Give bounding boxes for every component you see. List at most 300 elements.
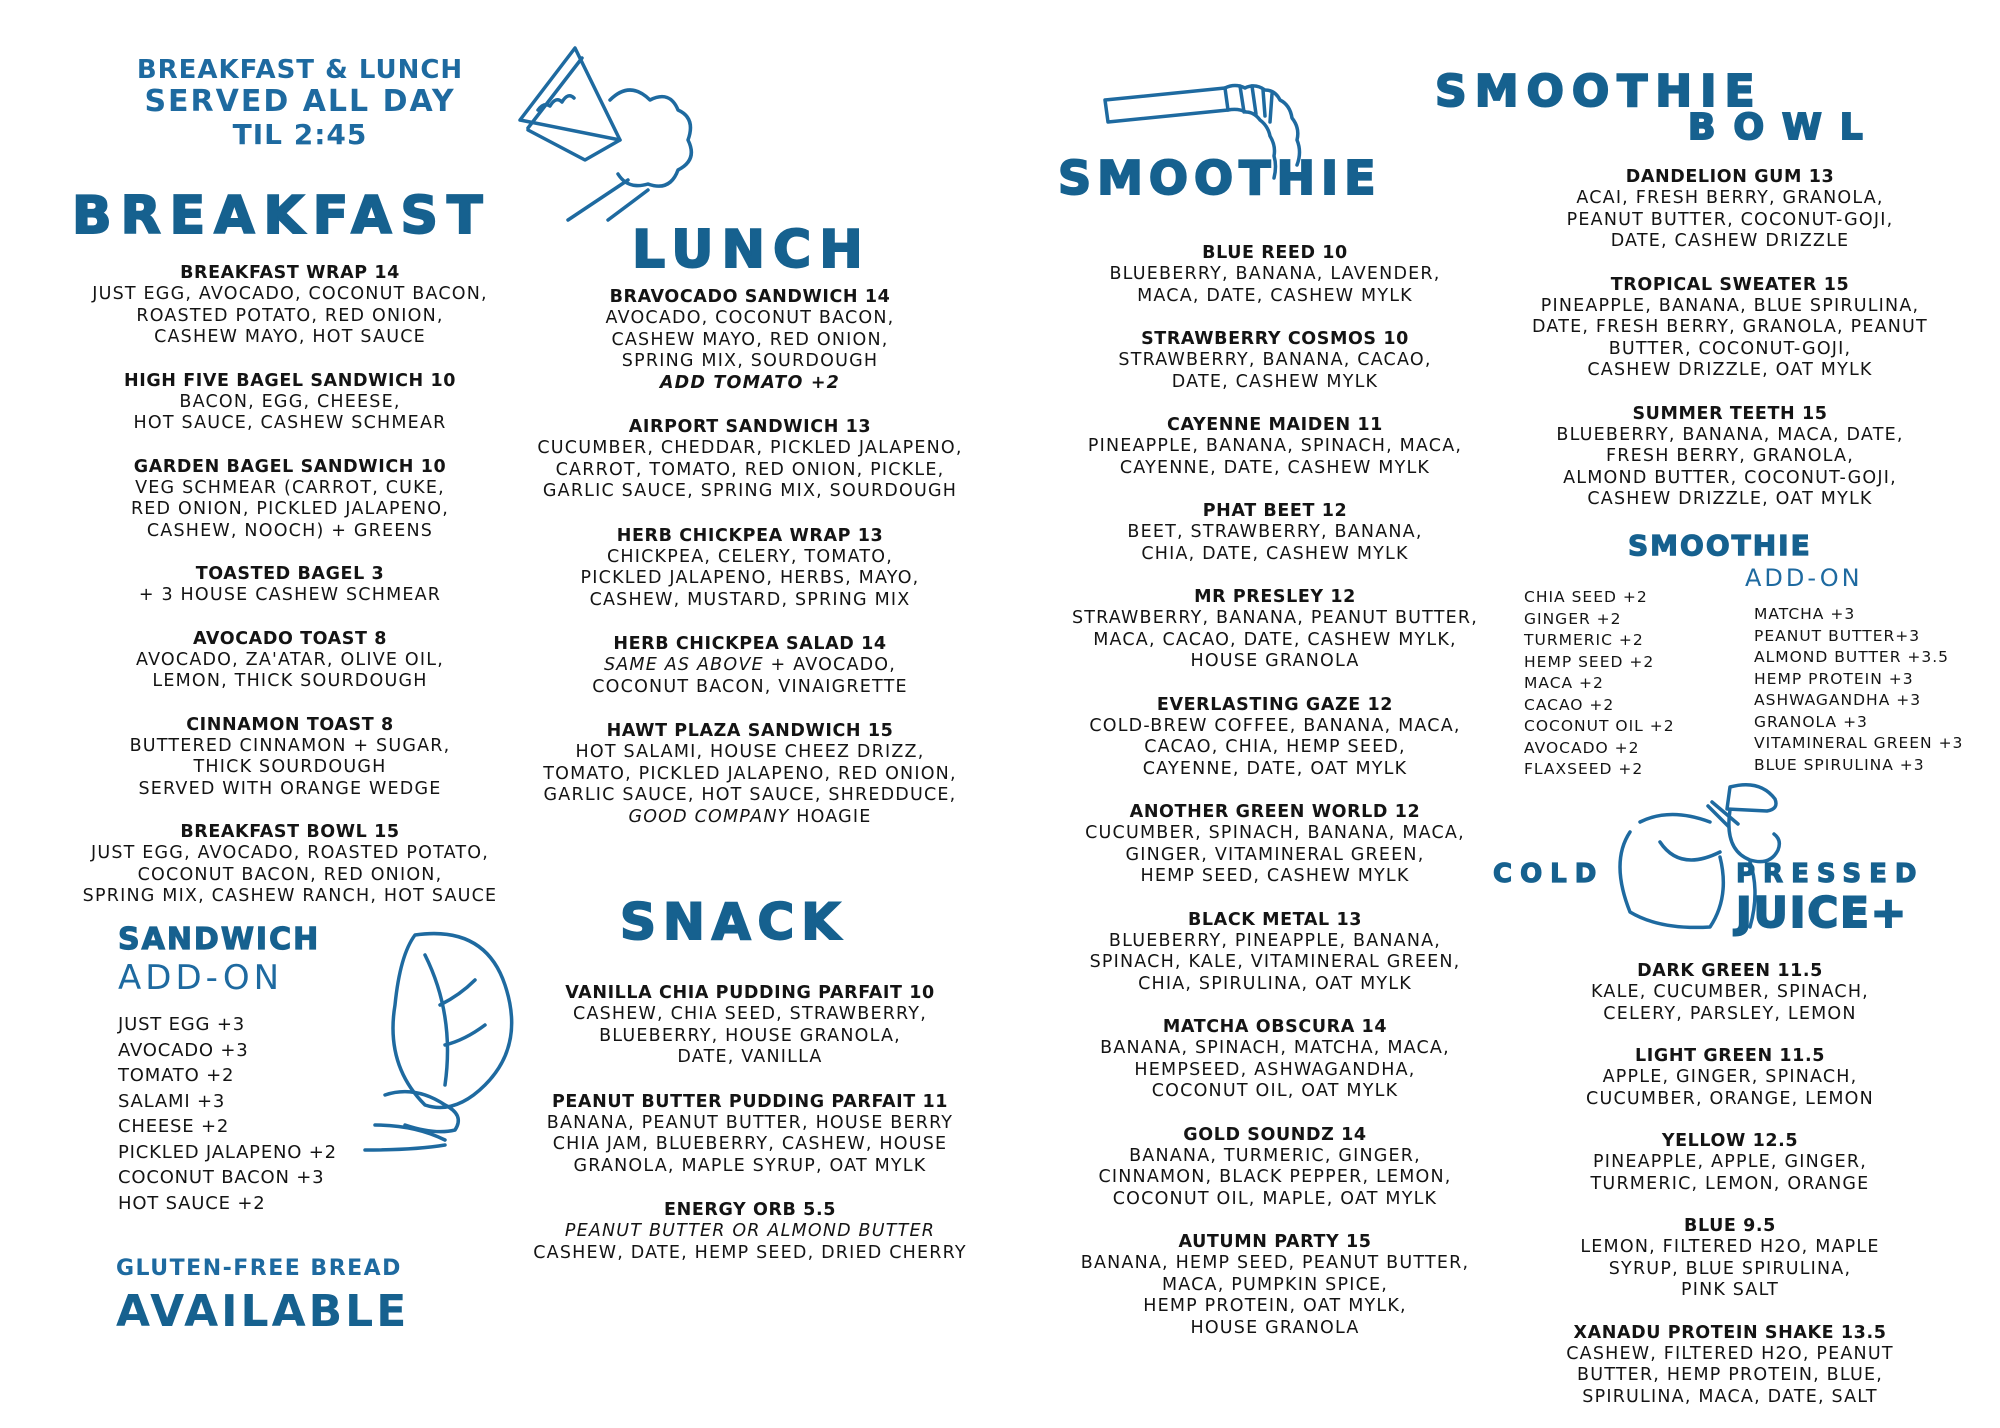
menu-item-desc-text: COCONUT OIL, OAT MYLK: [1151, 1081, 1399, 1101]
menu-item-desc: [1045, 716, 1505, 738]
smoothie-bowl-heading: SMOOTHIE: [1435, 66, 1763, 117]
menu-item-desc-text: LEMON, THICK SOURDOUGH: [152, 671, 428, 691]
menu-item-desc-text: CUCUMBER, CHEDDAR, PICKLED JALAPENO,: [537, 438, 963, 458]
smoothie-addon-list-right: [1754, 604, 1963, 776]
menu-item-desc: [50, 650, 530, 672]
menu-item-desc-text: COCONUT BACON, RED ONION,: [137, 864, 443, 885]
menu-item-desc: [50, 779, 530, 801]
menu-item-desc: [50, 865, 530, 887]
addon-item: PICKLED JALAPENO +2: [118, 1141, 337, 1163]
menu-item-desc: [510, 568, 990, 590]
menu-item-desc-text: ROASTED POTATO, RED ONION,: [136, 305, 444, 326]
menu-item: [1500, 166, 1960, 253]
menu-item-desc-text: COLD-BREW COFFEE, BANANA, MACA,: [1089, 715, 1461, 736]
menu-item-desc-text: AVOCADO, ZA'ATAR, OLIVE OIL,: [136, 649, 444, 670]
menu-item: [1045, 242, 1505, 307]
menu-item-desc: [1500, 1152, 1960, 1174]
juice-items: [1500, 960, 1960, 1408]
banner-line-1: BREAKFAST & LUNCH: [136, 55, 464, 85]
menu-item: [50, 262, 530, 349]
menu-item-name: DARK GREEN 11.5: [1637, 961, 1823, 981]
menu-item-desc-text: APPLE, GINGER, SPINACH,: [1602, 1067, 1858, 1087]
menu-item: [510, 982, 990, 1069]
snack-items: [510, 982, 990, 1264]
menu-item-desc-text: CASHEW, CHIA SEED, STRAWBERRY,: [573, 1004, 927, 1024]
menu-item-desc: [1500, 1237, 1960, 1259]
addon-item: MATCHA +3: [1754, 605, 1856, 623]
menu-item-desc-text: BUTTER, HEMP PROTEIN, BLUE,: [1577, 1365, 1883, 1385]
menu-item-desc-text: STRAWBERRY, BANANA, CACAO,: [1118, 350, 1432, 370]
sandwich-addon-list: [118, 1012, 337, 1216]
menu-item-name: CAYENNE MAIDEN 11: [1167, 415, 1383, 435]
menu-item-desc-text: CASHEW MAYO, RED ONION,: [611, 329, 889, 350]
lettuce-hand-illustration: [345, 925, 535, 1160]
menu-item-option: [510, 1221, 990, 1243]
menu-item: [1045, 328, 1505, 393]
menu-item-desc-italic: SAME AS ABOVE: [603, 655, 764, 675]
menu-item-extra: [510, 373, 990, 395]
menu-item-desc: [1500, 1089, 1960, 1111]
menu-item-desc-text: HOT SALAMI, HOUSE CHEEZ DRIZZ,: [575, 742, 925, 762]
menu-item: [1045, 1016, 1505, 1103]
menu-item: [1045, 909, 1505, 996]
menu-item-desc: [1045, 845, 1505, 867]
menu-item-desc-text: BANANA, SPINACH, MATCHA, MACA,: [1100, 1038, 1450, 1058]
menu-item-desc-text: COCONUT BACON, VINAIGRETTE: [592, 676, 908, 697]
menu-item-desc: [510, 330, 990, 352]
juice-heading: JUICE+: [1736, 888, 1909, 937]
menu-item-name: EVERLASTING GAZE 12: [1156, 694, 1394, 715]
juice-column: [1500, 960, 1960, 1428]
menu-item-name: BREAKFAST BOWL 15: [180, 822, 400, 842]
addon-item: CHIA SEED +2: [1524, 588, 1648, 606]
breakfast-items: [50, 262, 530, 908]
menu-item: [50, 714, 530, 801]
menu-item: [1500, 1215, 1960, 1302]
breakfast-heading: BREAKFAST: [72, 186, 492, 246]
menu-item-desc: [50, 886, 530, 908]
addon-item: VITAMINERAL GREEN +3: [1754, 734, 1964, 752]
addon-item: GRANOLA +3: [1754, 712, 1868, 731]
menu-item-desc-text: CASHEW, FILTERED H2O, PEANUT: [1566, 1343, 1894, 1364]
menu-item-desc-text: FRESH BERRY, GRANOLA,: [1606, 446, 1854, 466]
menu-item-name: STRAWBERRY COSMOS 10: [1141, 329, 1409, 349]
menu-item-desc: [50, 757, 530, 779]
menu-item-desc: [1045, 952, 1505, 974]
addon-item: COCONUT BACON +3: [118, 1167, 325, 1188]
menu-item-desc: [1500, 425, 1960, 447]
gluten-free-line2: AVAILABLE: [116, 1286, 410, 1337]
menu-item-desc: [510, 1004, 990, 1026]
menu-item-desc-text: HEMP SEED, CASHEW MYLK: [1140, 866, 1410, 886]
addon-item: FLAXSEED +2: [1524, 760, 1644, 778]
menu-item-desc: [1045, 1167, 1505, 1189]
menu-item-desc: [50, 843, 530, 865]
snack-column: [510, 982, 990, 1286]
menu-item-option-text: PEANUT BUTTER OR ALMOND BUTTER: [564, 1221, 936, 1241]
menu-item-desc: [510, 655, 990, 677]
menu-item-desc-text: CHICKPEA, CELERY, TOMATO,: [606, 546, 894, 567]
menu-item-desc: [1045, 458, 1505, 480]
menu-item-name: BLACK METAL 13: [1187, 909, 1363, 930]
menu-item: [1045, 694, 1505, 781]
menu-item-desc: [510, 1047, 990, 1069]
menu-item-name: BLUE 9.5: [1684, 1216, 1776, 1236]
menu-item: [1045, 1124, 1505, 1211]
menu-item-desc: [1500, 317, 1960, 339]
menu-item-desc: [1500, 360, 1960, 382]
menu-item-desc-text: CAYENNE, DATE, OAT MYLK: [1142, 758, 1408, 779]
menu-item-desc-text: STRAWBERRY, BANANA, PEANUT BUTTER,: [1071, 608, 1479, 628]
menu-item-desc: [1500, 982, 1960, 1004]
menu-item-desc-text: CASHEW MAYO, HOT SAUCE: [154, 327, 426, 347]
menu-item-desc-text: HEMPSEED, ASHWAGANDHA,: [1134, 1059, 1416, 1080]
menu-item-desc-text: RED ONION, PICKLED JALAPENO,: [130, 499, 450, 519]
menu-item-name: BRAVOCADO SANDWICH 14: [609, 287, 891, 307]
menu-item-desc: [1045, 651, 1505, 673]
menu-item-desc-text: CASHEW DRIZZLE, OAT MYLK: [1587, 360, 1873, 380]
menu-item-name: CINNAMON TOAST 8: [186, 714, 394, 735]
cold-heading: COLD: [1493, 859, 1605, 889]
addon-item: GINGER +2: [1524, 609, 1622, 628]
menu-item-desc: [1045, 759, 1505, 781]
menu-item-desc: [1045, 286, 1505, 308]
sandwich-addon-subheading: ADD-ON: [118, 958, 284, 998]
addon-item: BLUE SPIRULINA +3: [1754, 755, 1925, 774]
menu-item-desc: [1045, 350, 1505, 372]
menu-item-desc: [1045, 1081, 1505, 1103]
menu-item-desc: [1500, 188, 1960, 210]
menu-item-desc-text: PICKLED JALAPENO, HERBS, MAYO,: [580, 568, 920, 588]
menu-item-name: VANILLA CHIA PUDDING PARFAIT 10: [565, 983, 935, 1003]
addon-item: CHEESE +2: [118, 1116, 230, 1137]
menu-item-name: BREAKFAST WRAP 14: [180, 263, 400, 283]
menu-item-desc-text: PINEAPPLE, BANANA, SPINACH, MACA,: [1087, 436, 1463, 456]
menu-item-desc-text: BLUEBERRY, PINEAPPLE, BANANA,: [1108, 930, 1442, 951]
addon-item: TOMATO +2: [118, 1065, 235, 1086]
menu-item-desc-text: LEMON, FILTERED H2O, MAPLE: [1580, 1237, 1880, 1257]
menu-item-desc-text: BLUEBERRY, BANANA, LAVENDER,: [1109, 264, 1441, 284]
menu-item-desc: [1045, 1275, 1505, 1297]
menu-item-desc: [1500, 339, 1960, 361]
menu-item-desc-text: CARROT, TOMATO, RED ONION, PICKLE,: [555, 459, 945, 480]
menu-item-desc: [510, 1134, 990, 1156]
menu-item-name: HIGH FIVE BAGEL SANDWICH 10: [123, 370, 457, 391]
menu-item: [1045, 500, 1505, 565]
menu-item-desc-text: BUTTERED CINNAMON + SUGAR,: [129, 735, 451, 756]
smoothie-column: [1045, 242, 1505, 1360]
menu-item-desc: [50, 327, 530, 349]
menu-item-desc-text: BANANA, TURMERIC, GINGER,: [1129, 1145, 1421, 1166]
menu-item-desc: [510, 1156, 990, 1178]
lunch-items: [510, 286, 990, 828]
menu-item-desc-text: BLUEBERRY, BANANA, MACA, DATE,: [1556, 424, 1904, 445]
menu-item-desc: [50, 736, 530, 758]
menu-item-desc: [510, 677, 990, 699]
menu-item: [510, 1199, 990, 1264]
menu-item: [50, 821, 530, 908]
menu-item-desc-text: PINK SALT: [1680, 1280, 1780, 1300]
menu-item-desc: [1045, 372, 1505, 394]
menu-item-name: AIRPORT SANDWICH 13: [628, 417, 872, 437]
menu-item-desc: [510, 590, 990, 612]
menu-item: [510, 720, 990, 828]
menu-item-desc: [510, 1243, 990, 1265]
menu-item-desc: [510, 742, 990, 764]
menu-item-desc: [1045, 1296, 1505, 1318]
menu-item-desc: [1045, 737, 1505, 759]
menu-item-desc: [1045, 1060, 1505, 1082]
menu-item-desc: [1500, 1004, 1960, 1026]
menu-item-desc: [50, 392, 530, 414]
menu-item: [1045, 586, 1505, 673]
menu-item-name: XANADU PROTEIN SHAKE 13.5: [1573, 1322, 1887, 1343]
menu-item-desc-text: CASHEW, NOOCH) + GREENS: [146, 520, 434, 541]
menu-item-desc: [1500, 1387, 1960, 1409]
menu-item-name: BLUE REED 10: [1202, 243, 1348, 263]
menu-item-desc-text: CACAO, CHIA, HEMP SEED,: [1144, 737, 1406, 757]
menu-item-desc-text: HOT SAUCE, CASHEW SCHMEAR: [133, 413, 447, 433]
menu-item: [1500, 1045, 1960, 1110]
menu-item-name: HERB CHICKPEA WRAP 13: [616, 525, 884, 546]
addon-item: PEANUT BUTTER+3: [1754, 626, 1921, 645]
menu-item-desc-text: KALE, CUCUMBER, SPINACH,: [1591, 982, 1869, 1002]
menu-item-desc-text: BANANA, HEMP SEED, PEANUT BUTTER,: [1080, 1253, 1470, 1273]
menu-item-desc: [1500, 1259, 1960, 1281]
menu-item-name: TROPICAL SWEATER 15: [1610, 274, 1850, 295]
menu-item-name: PHAT BEET 12: [1202, 501, 1348, 521]
menu-item-desc: [1500, 446, 1960, 468]
addon-item: ASHWAGANDHA +3: [1754, 691, 1922, 709]
addon-item: TURMERIC +2: [1524, 631, 1644, 649]
menu-item-desc-text: TOMATO, PICKLED JALAPENO, RED ONION,: [543, 763, 957, 784]
sandwich-addon-heading: SANDWICH: [118, 922, 321, 957]
snack-heading: SNACK: [620, 893, 847, 951]
menu-item-desc: [1500, 489, 1960, 511]
menu-item-name: TOASTED BAGEL 3: [195, 564, 385, 584]
menu-item-desc: [1045, 1253, 1505, 1275]
menu-item-desc-text: CHIA, SPIRULINA, OAT MYLK: [1138, 973, 1412, 994]
menu-item-name: PEANUT BUTTER PUDDING PARFAIT 11: [551, 1091, 949, 1112]
menu-item-desc-text: SYRUP, BLUE SPIRULINA,: [1608, 1258, 1852, 1279]
menu-item-desc: [50, 499, 530, 521]
menu-item-desc: [1045, 931, 1505, 953]
menu-item-desc: [1500, 296, 1960, 318]
menu-item-name: GOLD SOUNDZ 14: [1183, 1124, 1367, 1145]
menu-item: [50, 370, 530, 435]
menu-item-desc-text: BANANA, PEANUT BUTTER, HOUSE BERRY: [546, 1112, 954, 1133]
menu-item-desc-text: THICK SOURDOUGH: [193, 757, 387, 777]
menu-item-name: DANDELION GUM 13: [1625, 167, 1835, 187]
menu-item-desc-text: SPRING MIX, CASHEW RANCH, HOT SAUCE: [82, 886, 498, 906]
menu-item-desc: [1500, 1067, 1960, 1089]
menu-item-desc-text: GINGER, VITAMINERAL GREEN,: [1125, 844, 1425, 865]
addon-item: HEMP SEED +2: [1524, 652, 1655, 671]
menu-item-desc-text: SERVED WITH ORANGE WEDGE: [138, 778, 442, 799]
menu-item-desc: [1045, 544, 1505, 566]
menu-item: [510, 286, 990, 394]
menu-item-desc-text: MACA, DATE, CASHEW MYLK: [1137, 285, 1413, 306]
menu-item-desc-text: SPINACH, KALE, VITAMINERAL GREEN,: [1089, 952, 1461, 972]
menu-item: [1500, 274, 1960, 382]
addon-item: AVOCADO +2: [1524, 738, 1640, 757]
menu-item-desc-text: MACA, CACAO, DATE, CASHEW MYLK,: [1093, 629, 1457, 650]
menu-item-desc: [510, 438, 990, 460]
menu-item: [1500, 960, 1960, 1025]
menu-item-desc: [1045, 866, 1505, 888]
menu-item-desc: [50, 585, 530, 607]
pressed-heading: PRESSED: [1736, 859, 1925, 889]
menu-item-desc: [1500, 210, 1960, 232]
smoothie-heading: SMOOTHIE: [1058, 151, 1382, 205]
menu-item-desc-text: CASHEW, MUSTARD, SPRING MIX: [589, 589, 911, 610]
menu-item-desc: [50, 671, 530, 693]
menu-item-desc: [1045, 823, 1505, 845]
menu-item-desc-text: DATE, VANILLA: [677, 1047, 823, 1067]
menu-item-desc: [1045, 608, 1505, 630]
menu-item-name: ENERGY ORB 5.5: [664, 1200, 836, 1220]
menu-item-desc-text: + AVOCADO,: [763, 655, 897, 675]
menu-item-name: MATCHA OBSCURA 14: [1162, 1017, 1388, 1037]
menu-item: [1045, 1231, 1505, 1339]
menu-item-desc-text: BLUEBERRY, HOUSE GRANOLA,: [599, 1025, 901, 1046]
menu-item-desc-text: BACON, EGG, CHEESE,: [179, 391, 401, 412]
menu-item-name: LIGHT GREEN 11.5: [1635, 1046, 1825, 1066]
smoothie-bowl-subheading: BOWL: [1688, 107, 1881, 148]
menu-item-desc-text: CINNAMON, BLACK PEPPER, LEMON,: [1098, 1167, 1452, 1187]
addon-item: ALMOND BUTTER +3.5: [1754, 648, 1950, 666]
menu-item-desc: [1045, 264, 1505, 286]
menu-item-desc: [510, 460, 990, 482]
menu-item-name: MR PRESLEY 12: [1194, 587, 1356, 607]
menu-item-desc-text: CUCUMBER, ORANGE, LEMON: [1586, 1088, 1874, 1109]
menu-item-desc: [510, 308, 990, 330]
menu-item-desc: [1500, 468, 1960, 490]
menu-item-desc: [50, 413, 530, 435]
menu-item-desc-text: CASHEW, DATE, HEMP SEED, DRIED CHERRY: [533, 1242, 967, 1263]
menu-item-desc: [510, 764, 990, 786]
menu-item: [50, 456, 530, 543]
smoothie-bowl-column: [1500, 166, 1960, 532]
menu-item-name: SUMMER TEETH 15: [1632, 403, 1828, 424]
menu-item-desc: [510, 351, 990, 373]
menu-item: [1500, 1130, 1960, 1195]
menu-item-desc-text: ACAI, FRESH BERRY, GRANOLA,: [1576, 188, 1884, 208]
menu-item: [50, 628, 530, 693]
menu-item: [1500, 1322, 1960, 1409]
served-all-day-banner: [120, 56, 480, 150]
menu-item-desc-text: CASHEW DRIZZLE, OAT MYLK: [1587, 489, 1873, 509]
smoothie-addon-heading: SMOOTHIE: [1628, 529, 1812, 562]
menu-item-desc-text: AVOCADO, COCONUT BACON,: [605, 308, 895, 328]
menu-item-desc: [510, 785, 990, 807]
menu-item-desc-text: JUST EGG, AVOCADO, COCONUT BACON,: [92, 284, 488, 304]
menu-item-desc-text: SPIRULINA, MACA, DATE, SALT: [1582, 1386, 1878, 1407]
menu-item: [50, 563, 530, 607]
menu-item-desc-text: HOUSE GRANOLA: [1190, 1317, 1360, 1338]
menu-item-desc-italic: GOOD COMPANY: [628, 806, 790, 827]
menu-item-desc: [1045, 436, 1505, 458]
menu-item-name: GARDEN BAGEL SANDWICH 10: [133, 456, 447, 477]
addon-item: JUST EGG +3: [118, 1014, 245, 1035]
menu-item-desc: [510, 1026, 990, 1048]
menu-item-desc-text: PINEAPPLE, APPLE, GINGER,: [1592, 1152, 1868, 1172]
addon-item: CACAO +2: [1524, 695, 1615, 714]
menu-item-desc-text: GARLIC SAUCE, HOT SAUCE, SHREDDUCE,: [543, 785, 957, 805]
smoothie-addon-subheading: ADD-ON: [1745, 564, 1863, 592]
menu-item: [1045, 414, 1505, 479]
menu-item-desc: [1045, 1146, 1505, 1168]
menu-item-desc-text: TURMERIC, LEMON, ORANGE: [1590, 1173, 1870, 1194]
smoothie-addon-list-left: [1524, 587, 1675, 781]
addon-item: AVOCADO +3: [118, 1039, 249, 1061]
menu-item-desc: [510, 807, 990, 829]
menu-item-desc: [1500, 1174, 1960, 1196]
menu-item-desc-text: DATE, FRESH BERRY, GRANOLA, PEANUT: [1532, 317, 1928, 337]
menu-item-name: AVOCADO TOAST 8: [192, 628, 388, 649]
menu-item-desc-text: COCONUT OIL, MAPLE, OAT MYLK: [1112, 1188, 1438, 1209]
lunch-column: [510, 286, 990, 850]
menu-item-name: YELLOW 12.5: [1661, 1131, 1799, 1151]
menu-item-desc: [510, 481, 990, 503]
menu-item-desc: [50, 284, 530, 306]
menu-item: [510, 416, 990, 503]
menu-item-desc: [1045, 522, 1505, 544]
menu-item-desc: [1045, 1318, 1505, 1340]
menu-item-desc: [510, 547, 990, 569]
menu-item-desc-text: CUCUMBER, SPINACH, BANANA, MACA,: [1085, 823, 1465, 843]
menu-item-desc: [1045, 974, 1505, 996]
smoothie-bowl-items: [1500, 166, 1960, 511]
menu-item-name: AUTUMN PARTY 15: [1178, 1232, 1372, 1252]
menu-item-desc-text: ALMOND BUTTER, COCONUT-GOJI,: [1563, 467, 1897, 488]
menu-item: [510, 1091, 990, 1178]
gluten-free-line1: GLUTEN-FREE BREAD: [116, 1256, 402, 1281]
menu-item-desc: [1045, 630, 1505, 652]
menu-item-desc-text: CAYENNE, DATE, CASHEW MYLK: [1119, 457, 1431, 478]
menu-item-desc: [50, 521, 530, 543]
menu-item-desc-text: GRANOLA, MAPLE SYRUP, OAT MYLK: [573, 1155, 927, 1176]
menu-item-desc: [1500, 1365, 1960, 1387]
addon-item: HEMP PROTEIN +3: [1754, 669, 1914, 688]
menu-item: [1045, 801, 1505, 888]
menu-item-desc-text: BUTTER, COCONUT-GOJI,: [1608, 338, 1852, 359]
menu-item-desc: [50, 478, 530, 500]
menu-item-desc: [1500, 231, 1960, 253]
lunch-heading: LUNCH: [632, 220, 871, 280]
menu-item-desc-text: CHIA JAM, BLUEBERRY, CASHEW, HOUSE: [552, 1134, 948, 1154]
menu-item: [1500, 403, 1960, 511]
sandwich-hand-illustration: [510, 40, 710, 220]
menu-item-desc: [1500, 1280, 1960, 1302]
menu-item-desc-text: DATE, CASHEW MYLK: [1171, 371, 1379, 392]
menu-item-desc-text: SPRING MIX, SOURDOUGH: [621, 351, 879, 371]
menu-item-desc: [1045, 1038, 1505, 1060]
banner-line-3: TIL 2:45: [232, 117, 368, 151]
smoothie-items: [1045, 242, 1505, 1339]
menu-item-desc: [1045, 1189, 1505, 1211]
menu-item: [510, 633, 990, 698]
menu-item-name: HAWT PLAZA SANDWICH 15: [606, 721, 894, 741]
menu-item-desc-text: HOAGIE: [789, 806, 872, 827]
menu-item-extra-text: ADD TOMATO +2: [659, 372, 841, 393]
menu-item-desc: [510, 1113, 990, 1135]
menu-item-desc-text: PEANUT BUTTER, COCONUT-GOJI,: [1566, 209, 1894, 230]
menu-item-desc: [1500, 1344, 1960, 1366]
menu-item-desc-text: DATE, CASHEW DRIZZLE: [1610, 231, 1850, 251]
banner-line-2: SERVED ALL DAY: [144, 84, 456, 120]
menu-item-desc-text: GARLIC SAUCE, SPRING MIX, SOURDOUGH: [542, 481, 958, 501]
